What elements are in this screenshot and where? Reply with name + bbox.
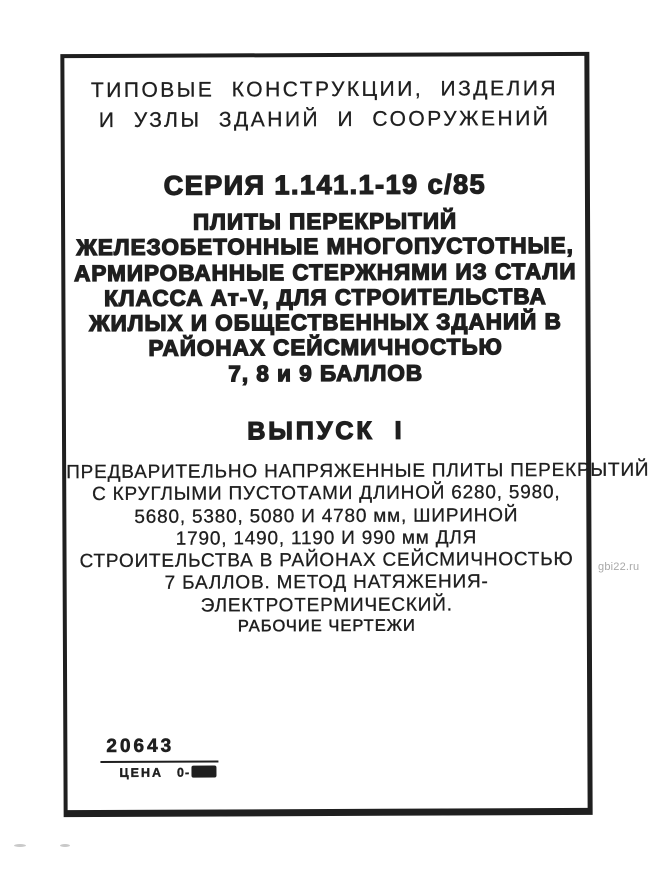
description-line: С КРУГЛЫМИ ПУСТОТАМИ ДЛИНОЙ 6280, 5980, xyxy=(91,482,561,506)
description-line: 7 БАЛЛОВ. МЕТОД НАТЯЖЕНИЯ- xyxy=(164,571,489,595)
price-value-prefix: 0- xyxy=(176,765,191,780)
series-title: СЕРИЯ 1.141.1-19 с/85 xyxy=(163,169,487,201)
description-line: 1790, 1490, 1190 И 990 мм ДЛЯ xyxy=(175,527,478,550)
document-code: 20643 xyxy=(100,735,218,763)
header-line-2: И УЗЛЫ ЗДАНИЙ И СООРУЖЕНИЙ xyxy=(98,107,551,132)
title-line: КЛАССА Ат-V, ДЛЯ СТРОИТЕЛЬСТВА xyxy=(104,283,547,311)
header-line-1: ТИПОВЫЕ КОНСТРУКЦИИ, ИЗДЕЛИЯ xyxy=(90,76,559,103)
price-line xyxy=(119,765,216,779)
description-line: ЭЛЕКТРОТЕРМИЧЕСКИЙ. xyxy=(200,594,453,617)
working-drawings-label: РАБОЧИЕ ЧЕРТЕЖИ xyxy=(237,616,416,636)
description-line: ПРЕДВАРИТЕЛЬНО НАПРЯЖЕННЫЕ ПЛИТЫ ПЕРЕКРЫТИЙ xyxy=(66,459,650,484)
price-label: ЦЕНА xyxy=(119,765,164,780)
title-line: ПЛИТЫ ПЕРЕКРЫТИЙ xyxy=(192,208,458,235)
watermark: gbi22.ru xyxy=(598,561,640,573)
title-line: ЖИЛЫХ И ОБЩЕСТВЕННЫХ ЗДАНИЙ В xyxy=(89,309,562,337)
main-title xyxy=(65,208,586,387)
scan-speck xyxy=(14,844,26,847)
issue-label: ВЫПУСК I xyxy=(247,416,405,446)
title-line: 7, 8 и 9 БАЛЛОВ xyxy=(228,360,424,387)
document-header xyxy=(64,74,584,136)
description-line: СТРОИТЕЛЬСТВА В РАЙОНАХ СЕЙСМИЧНОСТЬЮ xyxy=(79,549,574,573)
price-redacted-stamp xyxy=(191,765,216,777)
description-line: 5680, 5380, 5080 И 4780 мм, ШИРИНОЙ xyxy=(134,504,519,528)
title-line: АРМИРОВАННЫЕ СТЕРЖНЯМИ ИЗ СТАЛИ xyxy=(74,258,577,286)
title-line: РАЙОНАХ СЕЙСМИЧНОСТЬЮ xyxy=(148,334,503,362)
title-line: ЖЕЛЕЗОБЕТОННЫЕ МНОГОПУСТОТНЫЕ, xyxy=(76,233,574,261)
scan-speck xyxy=(60,844,70,847)
